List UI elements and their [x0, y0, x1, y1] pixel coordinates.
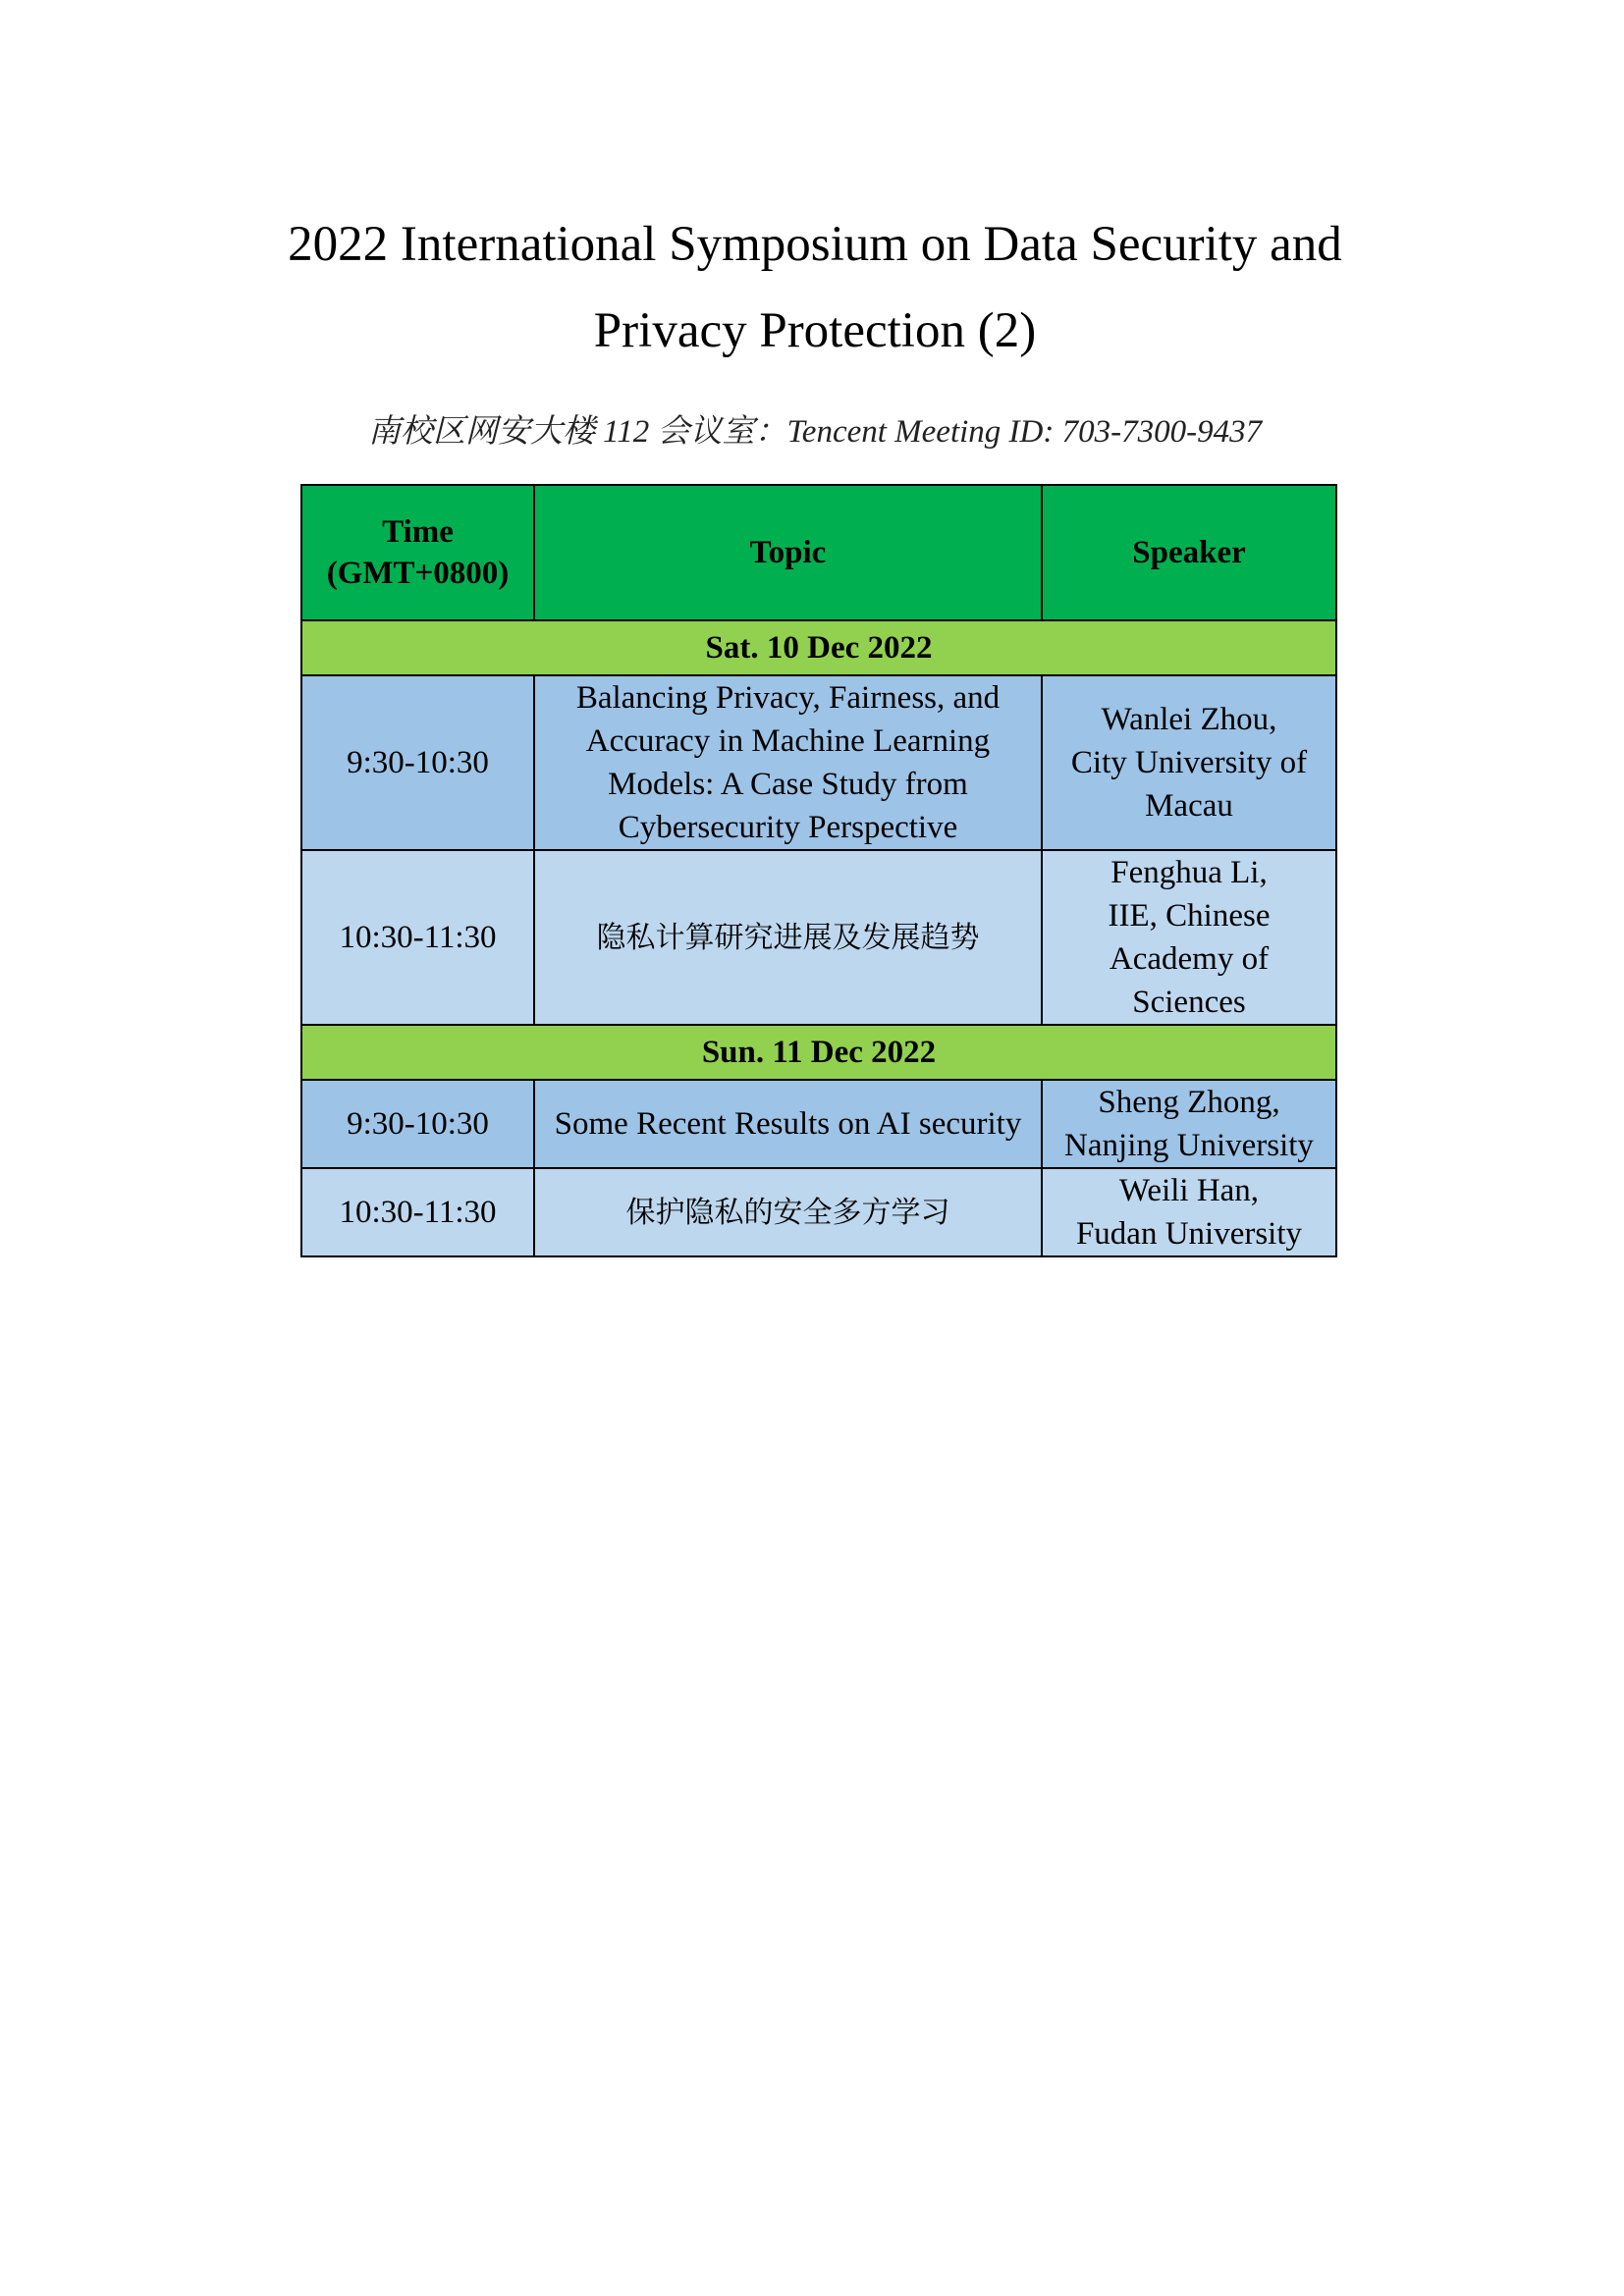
topic-cell: Some Recent Results on AI security [534, 1080, 1042, 1168]
time-cell: 10:30-11:30 [301, 850, 534, 1025]
header-topic: Topic [534, 485, 1042, 620]
topic-cell: Balancing Privacy, Fairness, and Accuracy in Machine Learning Models: A Case Study from Cybersecurity Perspective [534, 675, 1042, 850]
speaker-cell: Weili Han, Fudan University [1042, 1168, 1336, 1256]
venue-meeting-info: 南校区网安大楼 112 会议室：Tencent Meeting ID: 703-7300-9437 [367, 414, 1263, 450]
header-speaker: Speaker [1042, 485, 1336, 620]
header-row [301, 485, 1336, 620]
schedule-table [300, 484, 1337, 1257]
time-cell: 9:30-10:30 [301, 675, 534, 850]
speaker-cell: Wanlei Zhou, City University of Macau [1042, 675, 1336, 850]
day-row-sat [301, 620, 1336, 675]
title-line-1: 2022 International Symposium on Data Security and [288, 217, 1342, 272]
title-line-2: Privacy Protection (2) [593, 303, 1037, 358]
time-cell: 10:30-11:30 [301, 1168, 534, 1256]
header-time: Time (GMT+0800) [301, 485, 534, 620]
table-row [301, 1168, 1336, 1256]
topic-cell: 保护隐私的安全多方学习 [534, 1168, 1042, 1256]
day-row-sun [301, 1025, 1336, 1080]
document-title [245, 201, 1384, 374]
day-label: Sun. 11 Dec 2022 [301, 1025, 1336, 1080]
topic-cell: 隐私计算研究进展及发展趋势 [534, 850, 1042, 1025]
table-row [301, 850, 1336, 1025]
time-cell: 9:30-10:30 [301, 1080, 534, 1168]
speaker-cell: Sheng Zhong, Nanjing University [1042, 1080, 1336, 1168]
day-label: Sat. 10 Dec 2022 [301, 620, 1336, 675]
table-row [301, 675, 1336, 850]
table-row [301, 1080, 1336, 1168]
speaker-cell: Fenghua Li, IIE, Chinese Academy of Sciences [1042, 850, 1336, 1025]
